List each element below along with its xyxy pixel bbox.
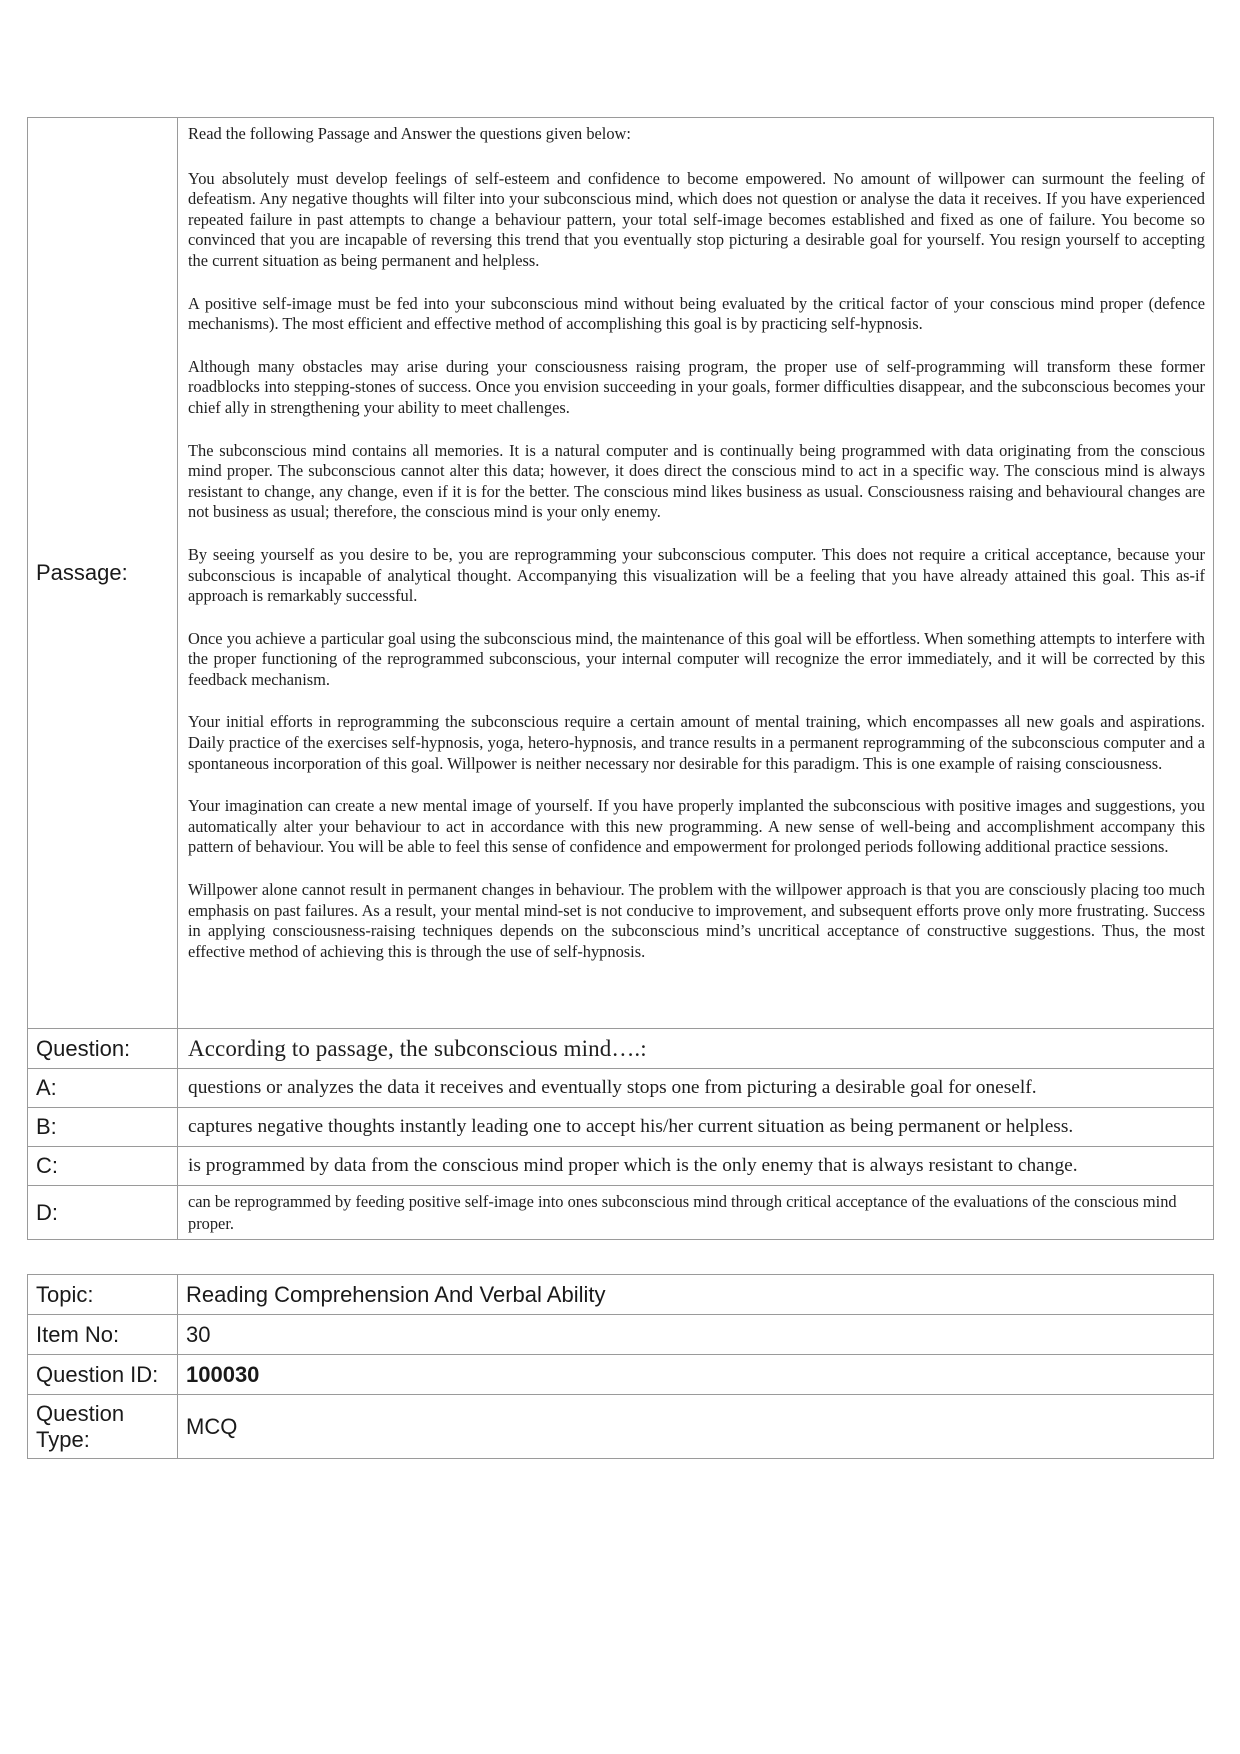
topic-value: Reading Comprehension And Verbal Ability xyxy=(178,1275,1214,1315)
passage-row xyxy=(28,118,1214,1029)
option-a-text: questions or analyzes the data it receives and eventually stops one from picturing a desirable goal for oneself. xyxy=(178,1069,1214,1108)
passage-paragraph: Once you achieve a particular goal using the subconscious mind, the maintenance of this goal will be effortless. When something attempts to interfere with the proper functioning of the reprogrammed subconscious, your internal computer will recognize the error immediately, and it will be corrected by this feedback mechanism. xyxy=(188,628,1205,689)
topic-row xyxy=(28,1275,1214,1315)
passage-intro: Read the following Passage and Answer the questions given below: xyxy=(188,124,631,143)
question-type-row xyxy=(28,1395,1214,1459)
passage-paragraph: Your imagination can create a new mental image of yourself. If you have properly implanted the subconscious with positive images and suggestions, you automatically alter your behaviour to act in accordance with this new programming. A new sense of well-being and accomplishment accompany this pattern of behaviour. You will be able to feel this sense of confidence and empowerment for prolonged periods following additional practice sessions. xyxy=(188,796,1205,857)
option-d-row xyxy=(28,1186,1214,1240)
question-id-row xyxy=(28,1355,1214,1395)
item-no-value: 30 xyxy=(178,1315,1214,1355)
option-c-text: is programmed by data from the conscious mind proper which is the only enemy that is always resistant to change. xyxy=(178,1147,1214,1186)
passage-text xyxy=(178,118,1214,1029)
passage-paragraph: The subconscious mind contains all memories. It is a natural computer and is continually being programmed with data originating from the conscious mind proper. The subconscious cannot alter this data; however, it does direct the conscious mind to act in a specific way. The conscious mind is always resistant to change, any change, even if it is for the better. The conscious mind likes business as usual. Consciousness raising and behavioural changes are not business as usual; therefore, the conscious mind is your only enemy. xyxy=(188,440,1205,522)
passage-paragraph: You absolutely must develop feelings of self-esteem and confidence to become empowered. No amount of willpower can surmount the feeling of defeatism. Any negative thoughts will filter into your subconscious mind, which does not question or analyse the data it receives. If you have experienced repeated failure in past attempts to change a behaviour pattern, your total self-image becomes established and fixed as one of failure. You become so convinced that you are incapable of reversing this trend that you eventually stop picturing a desirable goal for yourself. You resign yourself to accepting the current situation as being permanent and helpless. xyxy=(188,168,1205,270)
option-d-label: D: xyxy=(28,1186,178,1240)
question-id-label: Question ID: xyxy=(28,1355,178,1395)
option-b-text: captures negative thoughts instantly leading one to accept his/her current situation as being permanent or helpless. xyxy=(178,1108,1214,1147)
passage-label: Passage: xyxy=(28,118,178,1029)
passage-paragraph: By seeing yourself as you desire to be, you are reprogramming your subconscious computer. This does not require a critical acceptance, because your subconscious is incapable of analytical thought. Accompanying this visualization will be a feeling that you have already attained this goal. This as-if approach is remarkably successful. xyxy=(188,544,1205,606)
question-table xyxy=(27,117,1214,1240)
option-c-label: C: xyxy=(28,1147,178,1186)
question-label: Question: xyxy=(28,1029,178,1069)
passage-paragraph: Although many obstacles may arise during your consciousness raising program, the proper use of self-programming will transform these former roadblocks into stepping-stones of success. Once you envision succeeding in your goals, former difficulties disappear, and the subconscious becomes your chief ally in strengthening your ability to meet challenges. xyxy=(188,356,1205,417)
metadata-table xyxy=(27,1274,1214,1459)
item-no-label: Item No: xyxy=(28,1315,178,1355)
question-type-label: Question Type: xyxy=(28,1395,178,1459)
passage-paragraph: Your initial efforts in reprogramming the subconscious require a certain amount of mental training, which encompasses all new goals and aspirations. Daily practice of the exercises self-hypnosis, yoga, hetero-hypnosis, and trance results in a permanent reprogramming of the subconscious computer and a spontaneous incorporation of this goal. Willpower is neither necessary nor desirable for this paradigm. This is one example of raising consciousness. xyxy=(188,712,1205,773)
passage-paragraph: Willpower alone cannot result in permanent changes in behaviour. The problem with the willpower approach is that you are consciously placing too much emphasis on past failures. As a result, your mental mind-set is not conducive to improvement, and subsequent efforts prove only more frustrating. Success in applying consciousness-raising techniques depends on the subconscious mind’s uncritical acceptance of constructive suggestions. Thus, the most effective method of achieving this is through the use of self-hypnosis. xyxy=(188,880,1205,961)
question-row xyxy=(28,1029,1214,1069)
topic-label: Topic: xyxy=(28,1275,178,1315)
option-d-text: can be reprogrammed by feeding positive self-image into ones subconscious mind through critical acceptance of the evaluations of the conscious mind proper. xyxy=(178,1186,1214,1240)
question-type-value: MCQ xyxy=(178,1395,1214,1459)
item-no-row xyxy=(28,1315,1214,1355)
passage-paragraph: A positive self-image must be fed into your subconscious mind without being evaluated by the critical factor of your conscious mind proper (defence mechanisms). The most efficient and effective method of accomplishing this goal is by practicing self-hypnosis. xyxy=(188,293,1205,334)
option-c-row xyxy=(28,1147,1214,1186)
question-id-value: 100030 xyxy=(178,1355,1214,1395)
option-b-label: B: xyxy=(28,1108,178,1147)
option-a-label: A: xyxy=(28,1069,178,1108)
option-a-row xyxy=(28,1069,1214,1108)
option-b-row xyxy=(28,1108,1214,1147)
question-text: According to passage, the subconscious mind….: xyxy=(178,1029,1214,1069)
